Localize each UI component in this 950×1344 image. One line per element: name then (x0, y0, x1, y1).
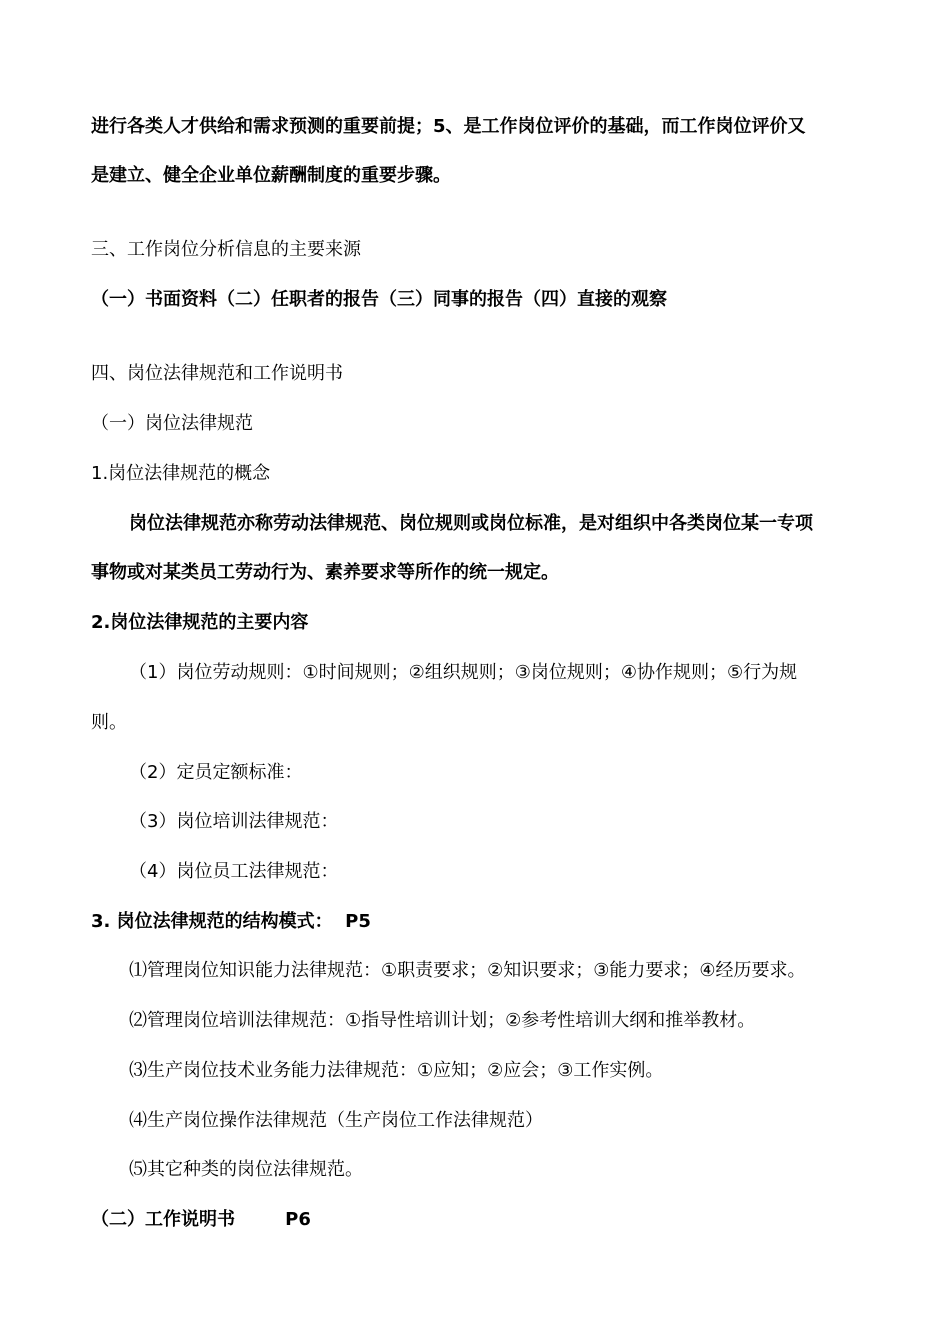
paragraph-line: 岗位法律规范亦称劳动法律规范、岗位规则或岗位标准，是对组织中各类岗位某一专项 (129, 513, 813, 534)
item-heading: 3. 岗位法律规范的结构模式： P5 (91, 911, 371, 932)
list-item: ⑴管理岗位知识能力法律规范：①职责要求；②知识要求；③能力要求；④经历要求。 (129, 960, 806, 981)
section-heading: 三、工作岗位分析信息的主要来源 (91, 239, 361, 260)
section-heading: 四、岗位法律规范和工作说明书 (91, 363, 343, 384)
item-heading: 1.岗位法律规范的概念 (91, 463, 271, 484)
paragraph-line: 是建立、健全企业单位薪酬制度的重要步骤。 (91, 165, 451, 186)
subsection-heading: （一）岗位法律规范 (91, 413, 253, 434)
list-item: （4）岗位员工法律规范： (129, 861, 339, 882)
list-item: ⑷生产岗位操作法律规范（生产岗位工作法律规范） (129, 1110, 543, 1131)
list-item: ⑸其它种类的岗位法律规范。 (129, 1159, 363, 1180)
paragraph-line: 进行各类人才供给和需求预测的重要前提；5、是工作岗位评价的基础，而工作岗位评价又 (91, 116, 806, 137)
list-item: （2）定员定额标准： (129, 762, 303, 783)
subsection-heading: （二）工作说明书 P6 (91, 1209, 311, 1230)
paragraph-line: 事物或对某类员工劳动行为、素养要求等所作的统一规定。 (91, 562, 559, 583)
list-item: ⑵管理岗位培训法律规范：①指导性培训计划；②参考性培训大纲和推举教材。 (129, 1010, 756, 1031)
list-item: （1）岗位劳动规则：①时间规则；②组织规则；③岗位规则；④协作规则；⑤行为规 (129, 662, 798, 683)
list-item: （3）岗位培训法律规范： (129, 811, 339, 832)
list-item: ⑶生产岗位技术业务能力法律规范：①应知；②应会；③工作实例。 (129, 1060, 664, 1081)
sources-list: （一）书面资料（二）任职者的报告（三）同事的报告（四）直接的观察 (91, 289, 667, 310)
item-heading: 2.岗位法律规范的主要内容 (91, 612, 309, 633)
list-item-continuation: 则。 (91, 712, 127, 733)
